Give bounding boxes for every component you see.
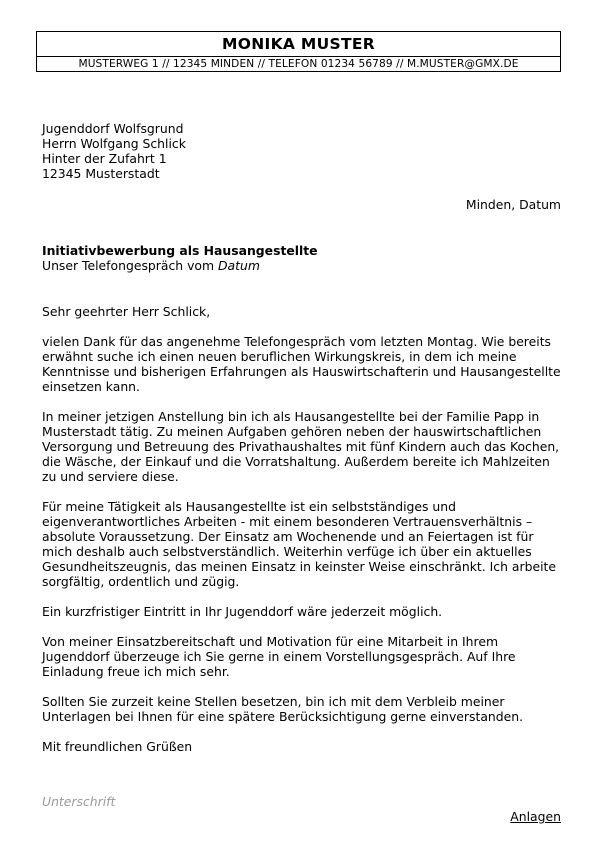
attachments-link[interactable]: Anlagen <box>510 809 561 824</box>
recipient-street: Hinter der Zufahrt 1 <box>42 151 167 166</box>
recipient-address <box>42 121 186 181</box>
subject-reference-text: Unser Telefongespräch vom <box>42 258 219 273</box>
closing: Mit freundlichen Grüßen <box>42 739 193 754</box>
recipient-city: 12345 Musterstadt <box>42 166 160 181</box>
place-date: Minden, Datum <box>465 197 561 212</box>
paragraph-availability: Ein kurzfristiger Eintritt in Ihr Jugenddorf wäre jederzeit möglich. <box>42 604 443 619</box>
recipient-person: Herrn Wolfgang Schlick <box>42 136 186 151</box>
subject-block <box>42 243 318 273</box>
sender-contact: MUSTERWEG 1 // 12345 MINDEN // TELEFON 01234 56789 // M.MUSTER@GMX.DE <box>78 58 519 70</box>
subject-title: Initiativbewerbung als Hausangestellte <box>42 243 318 258</box>
salutation: Sehr geehrter Herr Schlick, <box>42 304 211 319</box>
letter-body <box>42 304 562 769</box>
paragraph-documents: Sollten Sie zurzeit keine Stellen besetzen, bin ich mit dem Verbleib meiner Unterlagen bei Ihnen für eine spätere Berücksichtigung gerne einverstanden. <box>42 694 524 724</box>
paragraph-intro: vielen Dank für das angenehme Telefongespräch vom letzten Montag. Wie bereits erwähnt suche ich einen neuen beruflichen Wirkungskreis, in dem ich meine Kenntnisse und bisherigen Erfahrungen als Hauswirtschafterin und Hausangestellte einsetzen kann. <box>42 334 561 394</box>
paragraph-qualifications: Für meine Tätigkeit als Hausangestellte ist ein selbstständiges und eigenverantwortliches Arbeiten - mit einem besonderen Vertrauensverhältnis – absolute Voraussetzung. Der Einsatz am Wochenende und an Feiertagen ist für mich deshalb auch selbstverständlich. Weiterhin verfüge ich über ein aktuelles Gesundheitszeugnis, das meinen Einsatz in keinster Weise einschränkt. Ich arbeite sorgfältig, ordentlich und zügig. <box>42 499 556 589</box>
paragraph-current-position: In meiner jetzigen Anstellung bin ich als Hausangestellte bei der Familie Papp in Musterstadt tätig. Zu meinen Aufgaben gehören neben der hauswirtschaftlichen Versorgung und Betreuung des Privathaushaltes mit fünf Kindern auch das Kochen, die Wäsche, der Einkauf und die Vorratshaltung. Außerdem bereite ich Mahlzeiten zu und serviere diese. <box>42 409 560 484</box>
subject-reference-date: Datum <box>218 258 260 273</box>
paragraph-interview: Von meiner Einsatzbereitschaft und Motivation für eine Mitarbeit in Ihrem Jugenddorf überzeuge ich Sie gerne in einem Vorstellungsgespräch. Auf Ihre Einladung freue ich mich sehr. <box>42 634 516 679</box>
signature-placeholder: Unterschrift <box>42 794 116 809</box>
subject-reference <box>42 258 318 273</box>
recipient-organization: Jugenddorf Wolfsgrund <box>42 121 184 136</box>
letterhead <box>36 31 561 72</box>
sender-name: MONIKA MUSTER <box>37 32 560 57</box>
